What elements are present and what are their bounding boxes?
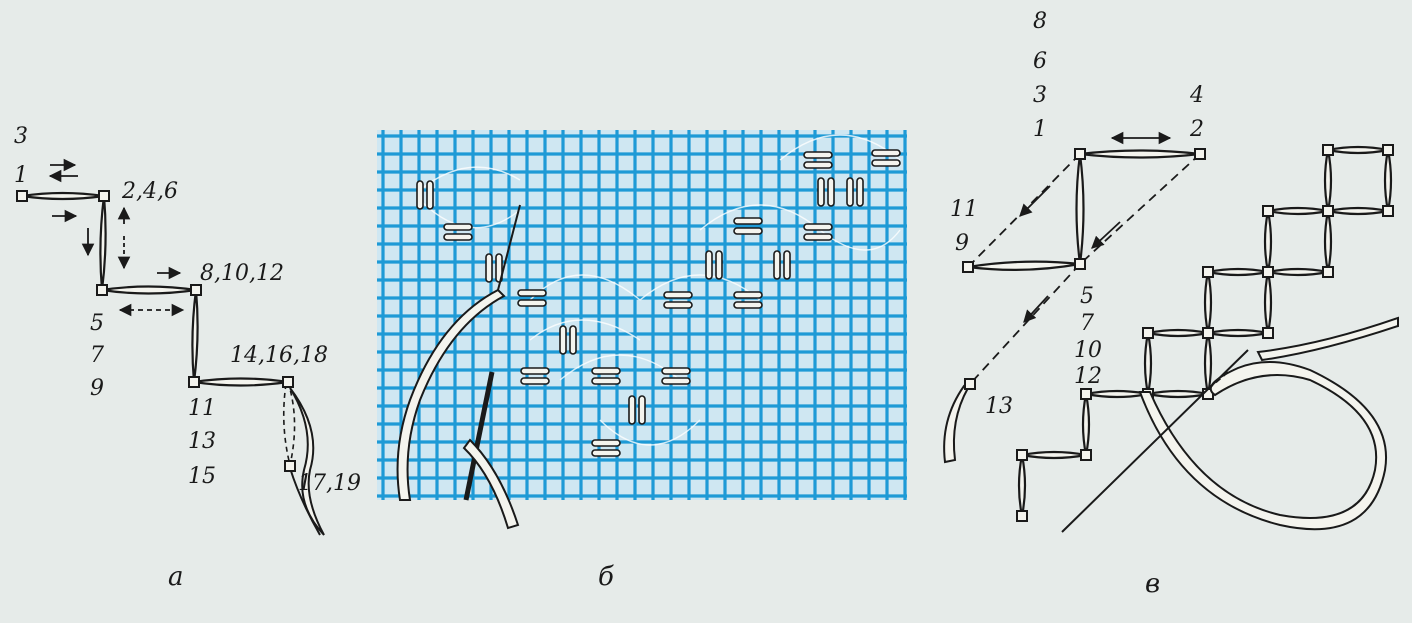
ladder-bar [1268,269,1328,275]
stitch-horizontal [734,302,762,308]
label-c-1: 1 [1033,117,1047,142]
label-a-17-19: 17,19 [298,471,361,496]
figure-c [944,9,1398,599]
label-c-3: 3 [1033,83,1047,108]
ladder-bar [1268,208,1328,214]
label-a-13: 13 [188,429,216,454]
ladder-bar [1265,272,1271,333]
ladder-bar [1328,147,1388,153]
label-c-12: 12 [1074,364,1102,389]
stitch-vertical [560,326,566,354]
stitch-horizontal [804,152,832,158]
label-c-2: 2 [1190,117,1204,142]
ladder-node [1323,267,1333,277]
stitch-horizontal [518,300,546,306]
stitch-vertical [818,178,824,206]
figure-b [377,130,907,592]
stitch-horizontal [872,160,900,166]
label-c-7: 7 [1080,311,1094,336]
caption-a: а [168,562,184,592]
stitch-horizontal [804,162,832,168]
ladder-node [1323,145,1333,155]
stitch-horizontal [664,302,692,308]
label-c-13: 13 [985,394,1013,419]
label-a-8-10-12: 8,10,12 [200,261,284,286]
stitch-horizontal [734,218,762,224]
ladder-bar [1019,455,1025,516]
stitch-vertical [774,251,780,279]
label-a-2-4-6: 2,4,6 [122,179,178,204]
ladder-bar [1022,452,1086,458]
figure-a [14,124,361,592]
stitch-horizontal [444,224,472,230]
label-c-10: 10 [1074,338,1102,363]
stitch-vertical [784,251,790,279]
stitch-vertical [427,181,433,209]
ladder-bar [1385,150,1391,211]
stitch-horizontal [662,368,690,374]
label-a-3: 3 [14,124,28,149]
ladder-node [1263,206,1273,216]
ladder-node [1143,328,1153,338]
ladder-bar [1205,333,1211,394]
ladder-thread [1062,318,1398,532]
stitch-vertical [847,178,853,206]
stitch-vertical [828,178,834,206]
stitch-horizontal [804,224,832,230]
ladder-node [1323,206,1333,216]
ladder-node [1017,450,1027,460]
caption-b: б [598,562,614,592]
stitch-horizontal [521,378,549,384]
stitch-horizontal [592,440,620,446]
ladder-node [1263,267,1273,277]
stitch-horizontal [592,450,620,456]
stitch-horizontal [872,150,900,156]
label-a-11: 11 [188,396,216,421]
label-c-4: 4 [1190,83,1204,108]
label-c-8: 8 [1033,9,1047,34]
stitch-horizontal [664,292,692,298]
label-a-14-16-18: 14,16,18 [230,343,328,368]
ladder-node [1383,206,1393,216]
stitch-horizontal [518,290,546,296]
stitch-vertical [639,396,645,424]
stitch-vertical [417,181,423,209]
stitch-vertical [706,251,712,279]
stitch-horizontal [592,368,620,374]
stitch-vertical [570,326,576,354]
ladder-node [1081,450,1091,460]
ladder-bar [1325,211,1331,272]
caption-c: в [1145,569,1161,599]
ladder-bar [1148,330,1208,336]
ladder-bar [1328,208,1388,214]
label-c-6: 6 [1033,49,1047,74]
stitch-vertical [486,254,492,282]
ladder-bar [1083,394,1089,455]
ladder-bar [1265,211,1271,272]
stitch-vertical [857,178,863,206]
stitch-horizontal [444,234,472,240]
ladder-bar [1148,391,1208,397]
ladder-bar [1145,333,1151,394]
ladder-node [1203,267,1213,277]
label-c-5: 5 [1080,284,1094,309]
stitch-horizontal [662,378,690,384]
stitch-vertical [629,396,635,424]
ladder-node [1081,389,1091,399]
ladder-bar [1208,269,1268,275]
label-a-15: 15 [188,464,216,489]
ladder-stitches [1017,145,1393,521]
stitch-horizontal [804,234,832,240]
label-a-9: 9 [90,376,104,401]
ladder-node [1263,328,1273,338]
stitch-horizontal [592,378,620,384]
ladder-node [1203,328,1213,338]
label-c-11: 11 [950,197,978,222]
label-c-9: 9 [955,231,969,256]
stitch-path-c [944,138,1205,462]
ladder-bar [1208,330,1268,336]
ladder-node [1017,511,1027,521]
ladder-node [1383,145,1393,155]
stitch-horizontal [734,228,762,234]
stitch-horizontal [734,292,762,298]
ladder-bar [1325,150,1331,211]
label-a-1: 1 [14,163,28,188]
stitch-horizontal [521,368,549,374]
label-a-5: 5 [90,311,104,336]
ladder-bar [1205,272,1211,333]
label-a-7: 7 [90,343,104,368]
ladder-bar [1086,391,1148,397]
stitch-vertical [716,251,722,279]
